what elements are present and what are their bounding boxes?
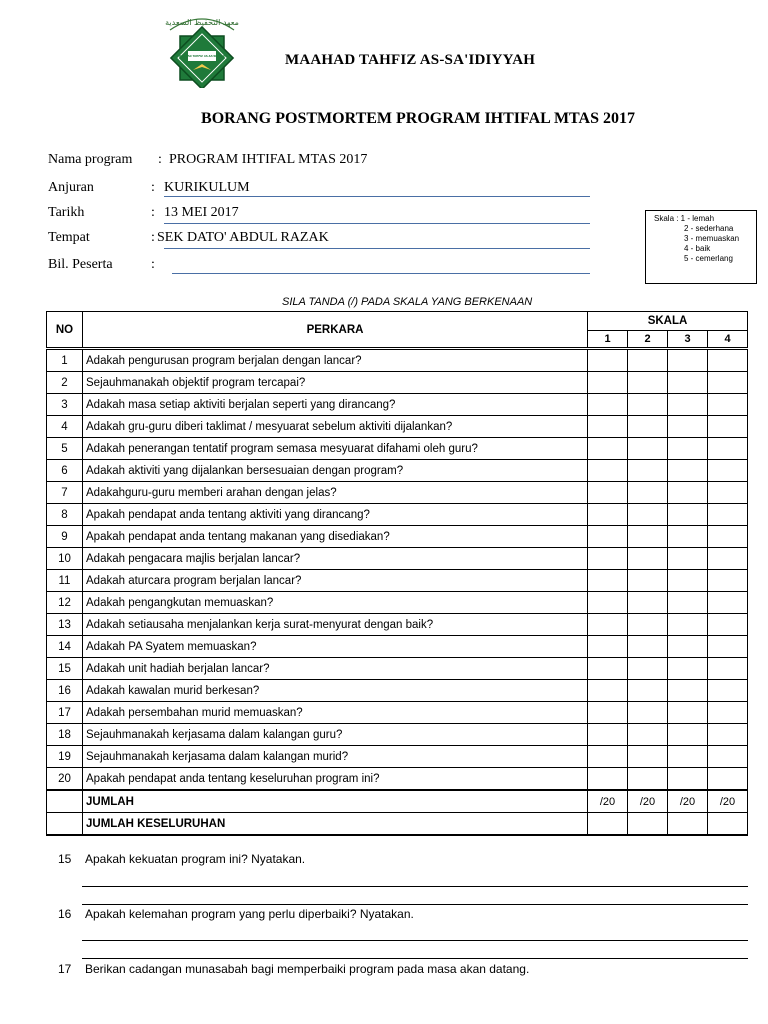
scale-cell-3[interactable] (668, 746, 708, 768)
scale-cell-4[interactable] (708, 724, 748, 746)
row-number: 8 (47, 504, 83, 526)
row-number: 19 (47, 746, 83, 768)
row-question: Sejauhmanakah kerjasama dalam kalangan guru? (83, 724, 588, 746)
table-row (47, 636, 748, 658)
open-question-text: Apakah kelemahan program yang perlu diperbaiki? Nyatakan. (85, 907, 414, 921)
answer-line[interactable] (82, 940, 748, 941)
table-row (47, 724, 748, 746)
info-value: KURIKULUM (164, 180, 250, 195)
scale-number: 1 (588, 331, 628, 349)
row-question: Adakah masa setiap aktiviti berjalan seperti yang dirancang? (83, 394, 588, 416)
jumlah-keseluruhan-cell[interactable] (628, 813, 668, 836)
info-colon: : (151, 180, 155, 195)
jumlah-value[interactable]: /20 (588, 790, 628, 813)
row-question: Sejauhmanakah objektif program tercapai? (83, 372, 588, 394)
scale-cell-2[interactable] (628, 768, 668, 791)
scale-cell-3[interactable] (668, 372, 708, 394)
row-number: 14 (47, 636, 83, 658)
scale-cell-1[interactable] (588, 592, 628, 614)
scale-cell-1[interactable] (588, 636, 628, 658)
jumlah-keseluruhan-no-cell (47, 813, 83, 836)
scale-cell-2[interactable] (628, 526, 668, 548)
scale-cell-1[interactable] (588, 394, 628, 416)
table-row (47, 658, 748, 680)
info-underline (164, 248, 590, 249)
scale-cell-4[interactable] (708, 416, 748, 438)
row-number: 16 (47, 680, 83, 702)
table-row (47, 526, 748, 548)
row-question: Adakahguru-guru memberi arahan dengan jelas? (83, 482, 588, 504)
scale-number: 2 (628, 331, 668, 349)
row-number: 13 (47, 614, 83, 636)
scale-cell-3[interactable] (668, 592, 708, 614)
school-name: MAAHAD TAHFIZ AS-SA'IDIYYAH (285, 52, 536, 68)
scale-cell-4[interactable] (708, 746, 748, 768)
row-number: 7 (47, 482, 83, 504)
row-number: 1 (47, 349, 83, 372)
scale-cell-3[interactable] (668, 548, 708, 570)
scale-cell-1[interactable] (588, 482, 628, 504)
scale-cell-1[interactable] (588, 372, 628, 394)
scale-cell-3[interactable] (668, 416, 708, 438)
scale-cell-1[interactable] (588, 504, 628, 526)
scale-cell-1[interactable] (588, 724, 628, 746)
scale-cell-2[interactable] (628, 460, 668, 482)
row-question: Adakah PA Syatem memuaskan? (83, 636, 588, 658)
info-label: Bil. Peserta (48, 257, 113, 272)
scale-cell-3[interactable] (668, 724, 708, 746)
row-number: 4 (47, 416, 83, 438)
row-question: Sejauhmanakah kerjasama dalam kalangan murid? (83, 746, 588, 768)
scale-cell-1[interactable] (588, 416, 628, 438)
row-number: 3 (47, 394, 83, 416)
scale-legend-line: 2 - sederhana (684, 224, 734, 233)
scale-cell-3[interactable] (668, 349, 708, 372)
jumlah-value[interactable]: /20 (708, 790, 748, 813)
row-question: Adakah penerangan tentatif program semasa mesyuarat difahami oleh guru? (83, 438, 588, 460)
row-question: Adakah kawalan murid berkesan? (83, 680, 588, 702)
scale-cell-1[interactable] (588, 658, 628, 680)
scale-cell-2[interactable] (628, 570, 668, 592)
row-number: 6 (47, 460, 83, 482)
scale-cell-2[interactable] (628, 482, 668, 504)
scale-cell-2[interactable] (628, 372, 668, 394)
scale-cell-4[interactable] (708, 702, 748, 724)
row-number: 18 (47, 724, 83, 746)
row-number: 9 (47, 526, 83, 548)
row-question: Adakah pengangkutan memuaskan? (83, 592, 588, 614)
scale-cell-4[interactable] (708, 658, 748, 680)
row-question: Adakah gru-guru diberi taklimat / mesyuarat sebelum aktiviti dijalankan? (83, 416, 588, 438)
header-no: NO (47, 312, 83, 349)
scale-cell-1[interactable] (588, 460, 628, 482)
table-row (47, 416, 748, 438)
scale-cell-4[interactable] (708, 592, 748, 614)
jumlah-value[interactable]: /20 (628, 790, 668, 813)
scale-cell-4[interactable] (708, 636, 748, 658)
scale-legend-line: 3 - memuaskan (684, 234, 740, 243)
table-row (47, 570, 748, 592)
scale-cell-2[interactable] (628, 394, 668, 416)
table-row (47, 746, 748, 768)
scale-cell-3[interactable] (668, 460, 708, 482)
scale-cell-3[interactable] (668, 680, 708, 702)
open-question-number: 15 (58, 852, 72, 866)
jumlah-value[interactable]: /20 (668, 790, 708, 813)
table-row (47, 548, 748, 570)
scale-cell-4[interactable] (708, 349, 748, 372)
scale-cell-3[interactable] (668, 658, 708, 680)
scale-cell-2[interactable] (628, 724, 668, 746)
info-label: Anjuran (48, 180, 94, 195)
scale-cell-2[interactable] (628, 614, 668, 636)
table-row (47, 614, 748, 636)
table-row (47, 702, 748, 724)
table-row (47, 482, 748, 504)
scale-number: 3 (668, 331, 708, 349)
table-row (47, 438, 748, 460)
scale-cell-1[interactable] (588, 702, 628, 724)
row-question: Apakah pendapat anda tentang makanan yang disediakan? (83, 526, 588, 548)
answer-line[interactable] (82, 886, 748, 887)
scale-cell-4[interactable] (708, 548, 748, 570)
school-logo (160, 12, 244, 88)
answer-line[interactable] (82, 904, 748, 905)
scale-cell-4[interactable] (708, 394, 748, 416)
info-label: Tarikh (48, 205, 85, 220)
scale-number: 4 (708, 331, 748, 349)
scale-cell-4[interactable] (708, 680, 748, 702)
scale-cell-4[interactable] (708, 372, 748, 394)
scale-cell-1[interactable] (588, 746, 628, 768)
scale-legend-line: 4 - baik (684, 244, 711, 253)
info-colon: : (151, 230, 155, 245)
scale-cell-4[interactable] (708, 460, 748, 482)
row-number: 15 (47, 658, 83, 680)
scale-cell-3[interactable] (668, 570, 708, 592)
scale-legend-line: Skala : 1 - lemah (654, 214, 715, 223)
scale-cell-1[interactable] (588, 526, 628, 548)
row-number: 5 (47, 438, 83, 460)
row-question: Apakah pendapat anda tentang aktiviti yang dirancang? (83, 504, 588, 526)
scale-cell-2[interactable] (628, 702, 668, 724)
info-colon: : (158, 152, 162, 167)
scale-cell-4[interactable] (708, 438, 748, 460)
scale-cell-2[interactable] (628, 438, 668, 460)
scale-cell-2[interactable] (628, 658, 668, 680)
jumlah-label: JUMLAH (83, 790, 588, 813)
row-number: 10 (47, 548, 83, 570)
scale-cell-2[interactable] (628, 504, 668, 526)
row-question: Apakah pendapat anda tentang keseluruhan program ini? (83, 768, 588, 791)
info-underline (164, 196, 590, 197)
jumlah-keseluruhan-cell[interactable] (588, 813, 628, 836)
table-row (47, 768, 748, 791)
row-number: 11 (47, 570, 83, 592)
info-label: Tempat (48, 230, 90, 245)
row-number: 20 (47, 768, 83, 791)
row-question: Adakah setiausaha menjalankan kerja surat-menyurat dengan baik? (83, 614, 588, 636)
info-underline (164, 223, 590, 224)
jumlah-keseluruhan-cell[interactable] (668, 813, 708, 836)
scale-cell-2[interactable] (628, 636, 668, 658)
info-colon: : (151, 257, 155, 272)
scale-cell-4[interactable] (708, 570, 748, 592)
header-perkara: PERKARA (83, 312, 588, 349)
scale-cell-1[interactable] (588, 680, 628, 702)
scale-cell-4[interactable] (708, 526, 748, 548)
row-question: Adakah aktiviti yang dijalankan bersesuaian dengan program? (83, 460, 588, 482)
postmortem-table (46, 311, 748, 836)
row-question: Adakah aturcara program berjalan lancar? (83, 570, 588, 592)
scale-cell-1[interactable] (588, 438, 628, 460)
scale-cell-3[interactable] (668, 614, 708, 636)
logo-inner-text: MAAHAD TAHFIZ AS-SA'IDIYYAH (178, 55, 226, 58)
info-underline (172, 273, 590, 274)
scale-cell-3[interactable] (668, 504, 708, 526)
logo-arabic-text: معهد التحفيظ السعدية (165, 18, 239, 27)
scale-cell-4[interactable] (708, 768, 748, 791)
scale-legend-line: 5 - cemerlang (684, 254, 733, 263)
info-colon: : (151, 205, 155, 220)
jumlah-keseluruhan-cell[interactable] (708, 813, 748, 836)
row-number: 12 (47, 592, 83, 614)
scale-cell-2[interactable] (628, 680, 668, 702)
scale-cell-3[interactable] (668, 702, 708, 724)
answer-line[interactable] (82, 958, 748, 959)
row-number: 17 (47, 702, 83, 724)
form-title: BORANG POSTMORTEM PROGRAM IHTIFAL MTAS 2017 (201, 110, 635, 127)
open-question-text: Apakah kekuatan program ini? Nyatakan. (85, 852, 306, 866)
jumlah-keseluruhan-label: JUMLAH KESELURUHAN (83, 813, 588, 836)
jumlah-no-cell (47, 790, 83, 813)
scale-cell-3[interactable] (668, 482, 708, 504)
scale-cell-1[interactable] (588, 570, 628, 592)
open-question-text: Berikan cadangan munasabah bagi memperbaiki program pada masa akan datang. (85, 962, 530, 976)
open-question-number: 16 (58, 907, 72, 921)
info-label: Nama program (48, 152, 133, 167)
jumlah-keseluruhan-row (47, 813, 748, 836)
scale-cell-4[interactable] (708, 482, 748, 504)
info-value: 13 MEI 2017 (164, 205, 239, 220)
scale-cell-1[interactable] (588, 614, 628, 636)
scale-cell-3[interactable] (668, 438, 708, 460)
table-row (47, 504, 748, 526)
header-skala: SKALA (588, 312, 748, 331)
scale-cell-3[interactable] (668, 526, 708, 548)
scale-cell-4[interactable] (708, 614, 748, 636)
scale-cell-1[interactable] (588, 349, 628, 372)
row-question: Adakah persembahan murid memuaskan? (83, 702, 588, 724)
scale-cell-3[interactable] (668, 636, 708, 658)
scale-cell-2[interactable] (628, 746, 668, 768)
scale-legend (645, 210, 757, 284)
scale-cell-2[interactable] (628, 548, 668, 570)
table-row (47, 372, 748, 394)
info-value: PROGRAM IHTIFAL MTAS 2017 (169, 152, 368, 167)
table-row (47, 460, 748, 482)
scale-cell-4[interactable] (708, 504, 748, 526)
table-row (47, 680, 748, 702)
info-value: SEK DATO' ABDUL RAZAK (157, 230, 329, 245)
table-row (47, 394, 748, 416)
scale-cell-1[interactable] (588, 548, 628, 570)
scale-cell-2[interactable] (628, 349, 668, 372)
school-crest-icon (160, 12, 244, 88)
scale-cell-2[interactable] (628, 416, 668, 438)
row-question: Adakah pengacara majlis berjalan lancar? (83, 548, 588, 570)
scale-cell-2[interactable] (628, 592, 668, 614)
open-question-number: 17 (58, 962, 72, 976)
scale-cell-3[interactable] (668, 394, 708, 416)
scale-cell-1[interactable] (588, 768, 628, 791)
scale-cell-3[interactable] (668, 768, 708, 791)
jumlah-row (47, 790, 748, 813)
table-row (47, 592, 748, 614)
row-number: 2 (47, 372, 83, 394)
table-row (47, 349, 748, 372)
table-header-row (47, 312, 748, 331)
instruction-text: SILA TANDA (/) PADA SKALA YANG BERKENAAN (282, 296, 533, 308)
row-question: Adakah unit hadiah berjalan lancar? (83, 658, 588, 680)
row-question: Adakah pengurusan program berjalan dengan lancar? (83, 349, 588, 372)
